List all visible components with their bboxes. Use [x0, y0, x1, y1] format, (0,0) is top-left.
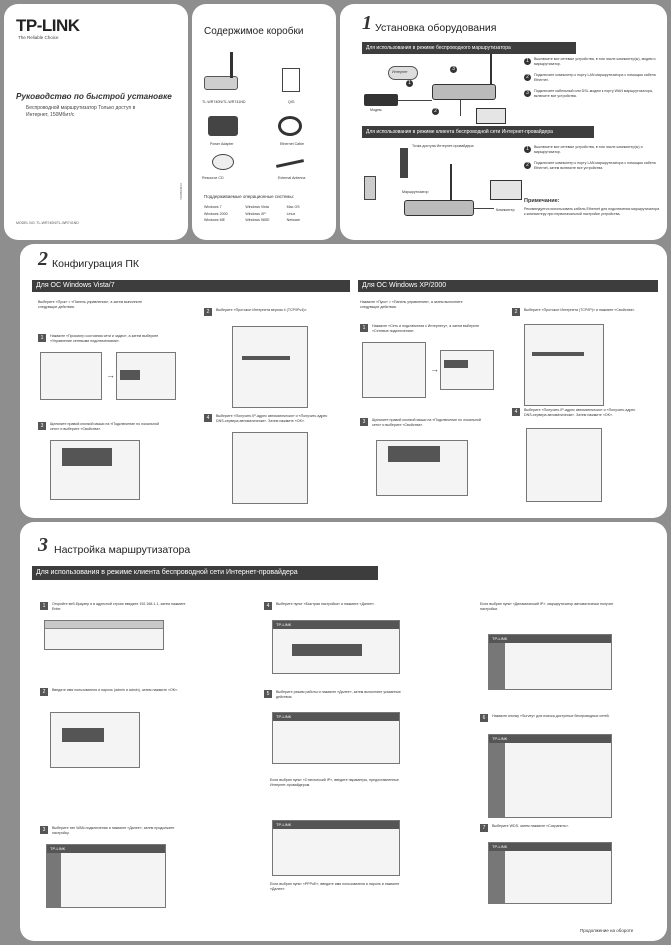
os-item: Linux [286, 211, 296, 216]
screenshot-highlight [388, 446, 440, 462]
vista-step-number: 2 [204, 308, 212, 316]
cable-line [474, 208, 494, 209]
cover-subtitle: Беспроводной маршрутизатор Только доступ в Интернет, 150Мбит/с [26, 105, 136, 118]
vista-step-text: Щелкните правой кнопкой мыши на «Подключение по локальной сети» и выберите «Свойства». [50, 422, 159, 431]
item-label-ethernet: Ethernet Cable [280, 142, 304, 146]
arrow-icon: → [430, 364, 439, 374]
diagram-step-marker: 2 [432, 108, 439, 115]
xp-screenshot-2 [524, 324, 604, 406]
hardware-step-text: Подключите кабельный или DSL-модем к порту WAN маршрутизатора, включите все устройства. [534, 89, 653, 98]
label-router: Маршрутизатор [402, 190, 429, 194]
xp-step-number: 2 [512, 308, 520, 316]
router-bar: Для использования в режиме клиента беспроводной сети Интернет-провайдера [32, 566, 378, 580]
contents-title: Содержимое коробки [204, 26, 304, 37]
os-item: Netware [286, 218, 301, 223]
screenshot-highlight [62, 448, 112, 466]
router-config-panel [20, 522, 667, 941]
laptop-image [476, 108, 506, 124]
router-step-text: Выберите пункт «Быстрая настройка» и нажмите «Далее». [276, 602, 375, 606]
router-step-number: 4 [264, 602, 272, 610]
vista-step-text: Выберите «Протокол Интернета версии 4 (TCP/IPv4)». [216, 308, 308, 312]
cover-title: Руководство по быстрой установке [16, 92, 172, 101]
router-ui-sidebar [489, 851, 505, 903]
xp-intro: Нажмите «Пуск» > «Панель управления», а затем выполните следующие действия. [360, 300, 463, 309]
item-label-cd: Resource CD [202, 176, 224, 180]
section-2-number: 2 [38, 248, 48, 270]
power-adapter-image [208, 116, 238, 136]
browser-toolbar [45, 621, 163, 629]
cd-image [212, 154, 234, 170]
label-internet: Интернет [392, 70, 408, 74]
router-ui-sidebar [489, 643, 505, 689]
hardware-step-text: Выключите все сетевые устройства, в том числе компьютер(ы) и маршрутизатор. [534, 145, 643, 154]
router-ui-header: TP-LINK [273, 621, 399, 629]
router-step-text: Выберите тип WAN-подключения и нажмите «Далее», затем продолжите настройку. [52, 826, 175, 835]
label-isp-ap: Точка доступа Интернет-провайдера [412, 144, 474, 148]
router-ui-screenshot-col1 [46, 844, 166, 908]
xp-step-text: Щелкните правой кнопкой мыши на «Подключение по локальной сети» и выберите «Свойства». [372, 418, 481, 427]
hardware-step-text: Выключите все сетевые устройства, в том числе компьютер(ы), модем и маршрутизатор. [534, 57, 656, 66]
router-step-text: Нажмите кнопку «Survey» для поиска доступных беспроводных сетей. [492, 714, 610, 718]
label-modem: Модем [370, 108, 382, 112]
cable-line [398, 100, 432, 101]
laptop-image-2 [490, 180, 522, 200]
isp-ap-image [400, 148, 408, 178]
vista-step-number: 4 [204, 414, 212, 422]
router-ui-screenshot-col3-c [488, 842, 612, 904]
screenshot-highlight [120, 370, 140, 380]
qig-image [282, 68, 300, 92]
router-diagram [432, 84, 496, 100]
vista-step-number: 3 [38, 422, 46, 430]
pc-config-panel [20, 244, 667, 518]
router-step-number: 1 [40, 602, 48, 610]
power-plug-image [364, 176, 376, 200]
router-step-number: 2 [40, 688, 48, 696]
os-item: Windows ME [204, 218, 225, 223]
os-item: Windows 2000 [204, 211, 228, 216]
label-computer: Компьютер [496, 208, 515, 212]
item-label-antenna: External Antenna [278, 176, 306, 180]
screenshot-highlight [62, 728, 104, 742]
item-label-power: Power Adapter [210, 142, 234, 146]
xp-screenshot-1b [440, 350, 494, 390]
vista-step-text: Выберите «Получить IP-адрес автоматически» и «Получить адрес DNS-сервера автоматически». Затем нажмите «OK». [216, 414, 328, 423]
cover-panel [4, 4, 188, 240]
hardware-bar-router: Для использования в режиме беспроводного маршрутизатора [362, 42, 576, 54]
router-step-number: 7 [480, 824, 488, 832]
hardware-bar-client: Для использования в режиме клиента беспроводной сети Интернет-провайдера [362, 126, 594, 138]
xp-step-number: 4 [512, 408, 520, 416]
os-item: Windows XP [245, 211, 266, 216]
router-ui-screenshot-col3-b [488, 734, 612, 818]
router-step-text: Если выбран пункт «PPPoE», введите имя пользователя и пароль и нажмите «Далее». [270, 882, 400, 891]
vertical-code: 7106503814 [179, 183, 183, 200]
step-number: 1 [524, 146, 531, 153]
section-1-number: 1 [362, 12, 372, 34]
os-list [204, 205, 328, 223]
model-number: MODEL NO. TL-WR740N/TL-WR741ND [16, 221, 79, 225]
note-text: Рекомендуется использовать кабель Ethernet для подключения маршрутизатора к компьютеру при первоначальной настройке устройства. [524, 207, 660, 216]
os-item: Windows Vista [245, 205, 269, 209]
router-ui-sidebar [489, 743, 505, 817]
hardware-step-text: Подключите компьютер к порту LAN маршрутизатора с помощью кабеля Ethernet, затем включите все устройства. [534, 161, 656, 170]
router-step-text: Откройте веб-браузер и в адресной строке введите 192.168.1.1, затем нажмите Enter. [52, 602, 186, 611]
vista-intro: Выберите «Пуск» > «Панель управления», а затем выполните следующие действия. [38, 300, 143, 309]
slogan: The Reliable Choice [18, 35, 59, 40]
item-label-router: TL-WR740N/TL-WR741ND [202, 100, 246, 104]
section-1-title: Установка оборудования [375, 22, 497, 34]
xp-step-number: 3 [360, 418, 368, 426]
section-2-title: Конфигурация ПК [52, 258, 140, 270]
router-step-number: 3 [40, 826, 48, 834]
antenna-line-2 [450, 164, 452, 200]
cable-line [460, 100, 461, 116]
note-title: Примечание: [524, 198, 560, 204]
screenshot-highlight [444, 360, 468, 368]
hardware-step-text: Подключите компьютер к порту LAN маршрутизатора с помощью кабеля Ethernet. [534, 73, 656, 82]
vista-screenshot-4 [232, 432, 308, 504]
step-number: 2 [524, 74, 531, 81]
xp-bar: Для ОС Windows XP/2000 [358, 280, 658, 292]
screenshot-highlight [532, 352, 584, 356]
external-antenna-image [276, 159, 304, 168]
diagram-step-marker: 1 [406, 80, 413, 87]
router-step-text: Выберите режим работы и нажмите «Далее», затем выполните указанные действия. [276, 690, 401, 699]
antenna-image [230, 52, 233, 78]
router-step-number: 6 [480, 714, 488, 722]
router-ui-header: TP-LINK [489, 735, 611, 743]
router-ui-header: TP-LINK [273, 821, 399, 829]
screenshot-highlight [292, 644, 362, 656]
diagram-step-marker: 3 [450, 66, 457, 73]
arrow-icon: → [106, 370, 115, 380]
vista-screenshot-2 [232, 326, 308, 408]
router-step-text: Введите имя пользователя и пароль (admin и admin), затем нажмите «OK». [52, 688, 179, 692]
router-step-text: Если выбран пункт «Статический IP», введите параметры, предоставленные Интернет-провайдером. [270, 778, 399, 787]
router-ui-header: TP-LINK [489, 635, 611, 643]
router-step-number: 5 [264, 690, 272, 698]
vista-screenshot-1a [40, 352, 102, 400]
screenshot-highlight [242, 356, 290, 360]
router-diagram-2 [404, 200, 474, 216]
router-step-text: Выберите WDS, затем нажмите «Сохранить». [492, 824, 569, 828]
vista-step-text: Нажмите «Просмотр состояния сети и задач», а затем выберите «Управление сетевыми подключениями». [50, 334, 159, 343]
router-ui-sidebar [47, 853, 61, 907]
vista-step-number: 1 [38, 334, 46, 342]
os-item: Windows 7 [204, 205, 222, 209]
router-step-text: Если выбран пункт «Динамический IP», маршрутизатор автоматически получит настройки. [480, 602, 614, 611]
router-ui-header: TP-LINK [489, 843, 611, 851]
footer-continue: Продолжение на обороте [580, 928, 634, 933]
step-number: 3 [524, 90, 531, 97]
os-item: Mac OS [286, 205, 300, 209]
os-item: Windows 98SE [245, 218, 270, 223]
router-image [204, 76, 238, 90]
router-ui-header: TP-LINK [273, 713, 399, 721]
step-number: 2 [524, 162, 531, 169]
antenna-line [490, 54, 492, 84]
item-label-qig: QIG [288, 100, 295, 104]
section-3-number: 3 [38, 534, 48, 556]
xp-screenshot-4 [526, 428, 602, 502]
hardware-panel [340, 4, 667, 240]
ethernet-cable-image [278, 116, 302, 136]
step-number: 1 [524, 58, 531, 65]
xp-step-text: Нажмите «Сеть и подключения к Интернету», а затем выберите «Сетевые подключения». [372, 324, 480, 333]
router-ui-header: TP-LINK [47, 845, 165, 853]
xp-screenshot-1a [362, 342, 426, 398]
xp-step-number: 1 [360, 324, 368, 332]
xp-step-text: Выберите «Получить IP-адрес автоматически» и «Получить адрес DNS-сервера автоматически». Затем нажмите «OK». [524, 408, 636, 417]
vista-bar: Для ОС Windows Vista/7 [32, 280, 350, 292]
modem-image [364, 94, 398, 106]
os-title: Поддерживаемые операционные системы: [204, 194, 294, 199]
section-3-title: Настройка маршрутизатора [54, 544, 191, 556]
contents-panel [192, 4, 336, 240]
tp-link-logo: TP-LINK [16, 16, 80, 35]
xp-step-text: Выберите «Протокол Интернета (TCP/IP)» и нажмите «Свойства». [524, 308, 636, 312]
